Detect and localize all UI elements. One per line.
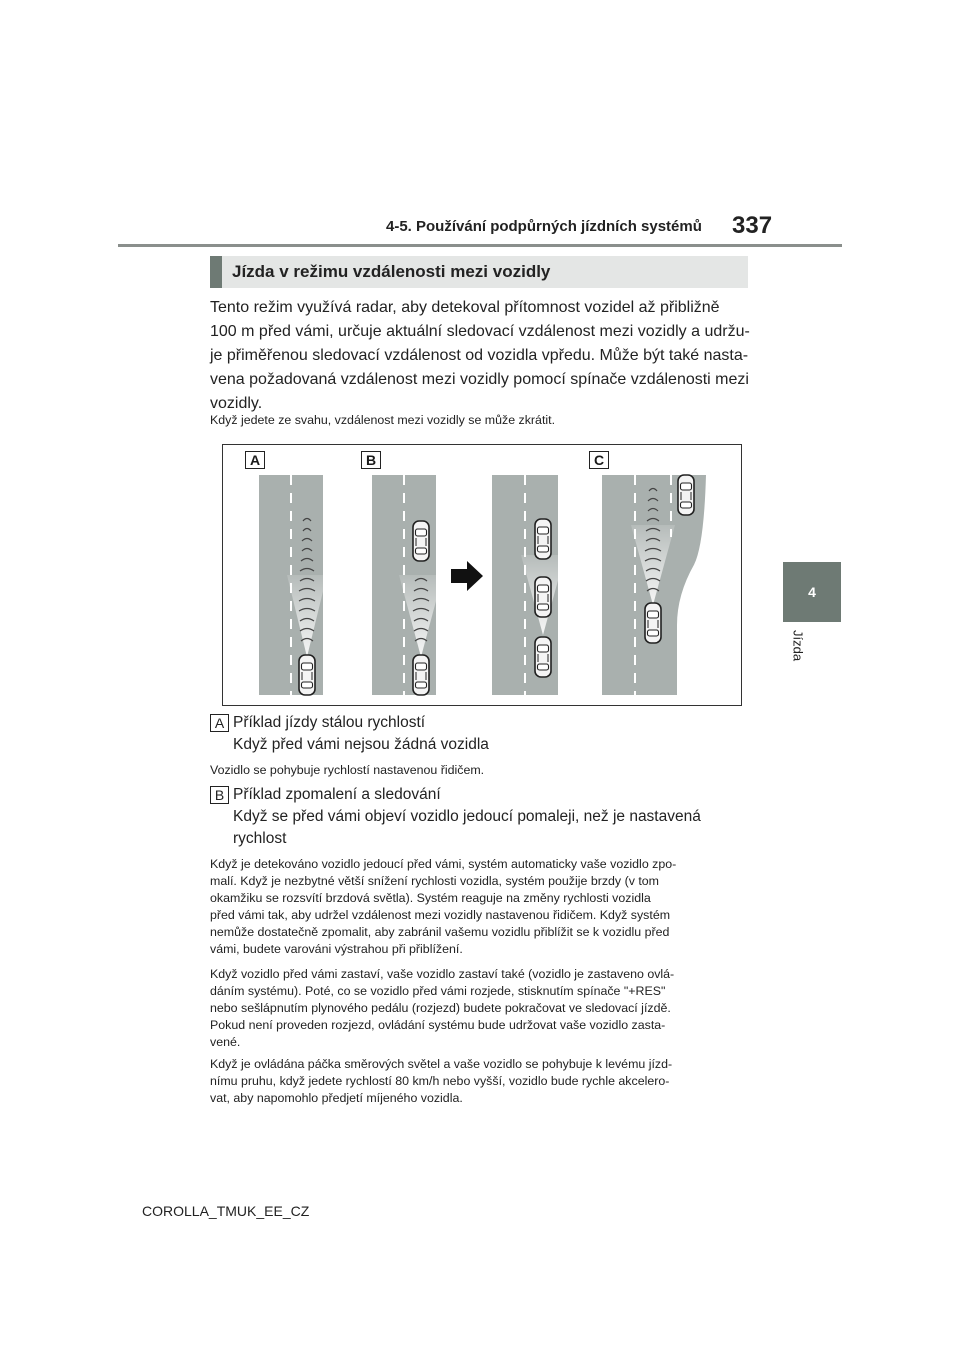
stop-and-go-paragraph	[210, 966, 750, 1051]
figure-label-c: C	[589, 451, 609, 469]
page-number: 337	[732, 212, 773, 239]
chapter-tab: 4	[783, 562, 841, 622]
intro-line: vena požadovaná vzdálenost mezi vozidly pomocí spínače vzdálenosti mezi	[210, 371, 749, 388]
para-line: Pokud není proveden rozjezd, ovládání systému bude udržovat vaše vozidlo zasta-	[210, 1018, 666, 1032]
note-line: vámi, budete varováni výstrahou při přiblížení.	[210, 942, 463, 956]
para-line: nímu pruhu, když jedete rychlostí 80 km/h nebo vyšší, vozidlo bude rychle akcelero-	[210, 1074, 670, 1088]
para-line: dáním systému). Poté, co se vozidlo před vámi rozjede, stisknutím spínače "+RES"	[210, 984, 666, 998]
item-a-note	[210, 762, 750, 779]
item-line: Příklad jízdy stálou rychlostí	[233, 714, 426, 731]
para-line: vat, aby napomohlo předjetí míjeného vozidla.	[210, 1091, 463, 1105]
intro-line: 100 m před vámi, určuje aktuální sledovací vzdálenost mezi vozidly a udržu-	[210, 323, 750, 340]
heading-accent-bar	[210, 256, 222, 288]
note-line: Když je detekováno vozidlo jedoucí před vámi, systém automaticky vaše vozidlo zpo-	[210, 857, 677, 871]
note-line: nemůže dostatečně zpomalit, aby zabránil vašemu vozidlu přiblížit se k vozidlu před	[210, 925, 670, 939]
item-line: rychlost	[233, 830, 287, 847]
note-line: okamžiku se rozsvítí brzdová světla). Systém reaguje na změny rychlosti vozidla	[210, 891, 651, 905]
intro-paragraph	[210, 296, 750, 416]
item-b-note	[210, 856, 750, 958]
item-badge-b: B	[210, 786, 229, 804]
note-line: Vozidlo se pohybuje rychlostí nastavenou řidičem.	[210, 763, 485, 777]
item-badge-a: A	[210, 714, 229, 732]
figure-label-b: B	[361, 451, 381, 469]
para-line: vené.	[210, 1035, 241, 1049]
road-b-following	[491, 475, 565, 695]
section-heading	[210, 256, 748, 288]
para-line: Když vozidlo před vámi zastaví, vaše vozidlo zastaví také (vozidlo je zastaveno ovlá-	[210, 967, 675, 981]
item-line: Když se před vámi objeví vozidlo jedoucí pomaleji, než je nastavená	[233, 808, 701, 825]
intro-line: vozidly.	[210, 395, 263, 412]
header-section-title: 4-5. Používání podpůrných jízdních systémů	[386, 218, 702, 235]
illustration-svg	[223, 445, 741, 705]
note-line: malí. Když je nezbytné větší snížení rychlosti vozidla, systém použije brzdy (v tom	[210, 874, 659, 888]
para-line: nebo sešlápnutím plynového pedálu (rozjezd) budete pokračovat ve sledovací jízdě.	[210, 1001, 671, 1015]
section-heading-text: Jízda v režimu vzdálenosti mezi vozidly	[232, 262, 551, 281]
item-line: Když před vámi nejsou žádná vozidla	[233, 736, 489, 753]
figure-label-a: A	[245, 451, 265, 469]
chapter-tab-label: Jízda	[790, 630, 806, 662]
note-line: před vámi tak, aby udržel vzdálenost mezi vozidly nastavenou řidičem. Když systém	[210, 908, 671, 922]
item-a	[210, 712, 750, 756]
transition-arrow	[451, 561, 483, 591]
para-line: Když je ovládána páčka směrových světel a vaše vozidlo se pohybuje k levému jízd-	[210, 1057, 673, 1071]
document-code: COROLLA_TMUK_EE_CZ	[142, 1203, 310, 1219]
intro-line: Tento režim využívá radar, aby detekoval přítomnost vozidel až přibližně	[210, 299, 720, 316]
overtake-assist-paragraph	[210, 1056, 750, 1107]
intro-line: je přiměřenou sledovací vzdálenost od vozidla vpředu. Může být také nasta-	[210, 347, 749, 364]
header-rule	[118, 244, 842, 247]
item-line: Příklad zpomalení a sledování	[233, 786, 441, 803]
item-b	[210, 784, 750, 850]
road-c	[601, 475, 707, 695]
road-b	[371, 475, 443, 695]
downhill-note: Když jedete ze svahu, vzdálenost mezi vozidly se může zkrátit.	[210, 413, 556, 427]
distance-mode-illustration	[222, 444, 742, 706]
road-a	[258, 475, 327, 695]
